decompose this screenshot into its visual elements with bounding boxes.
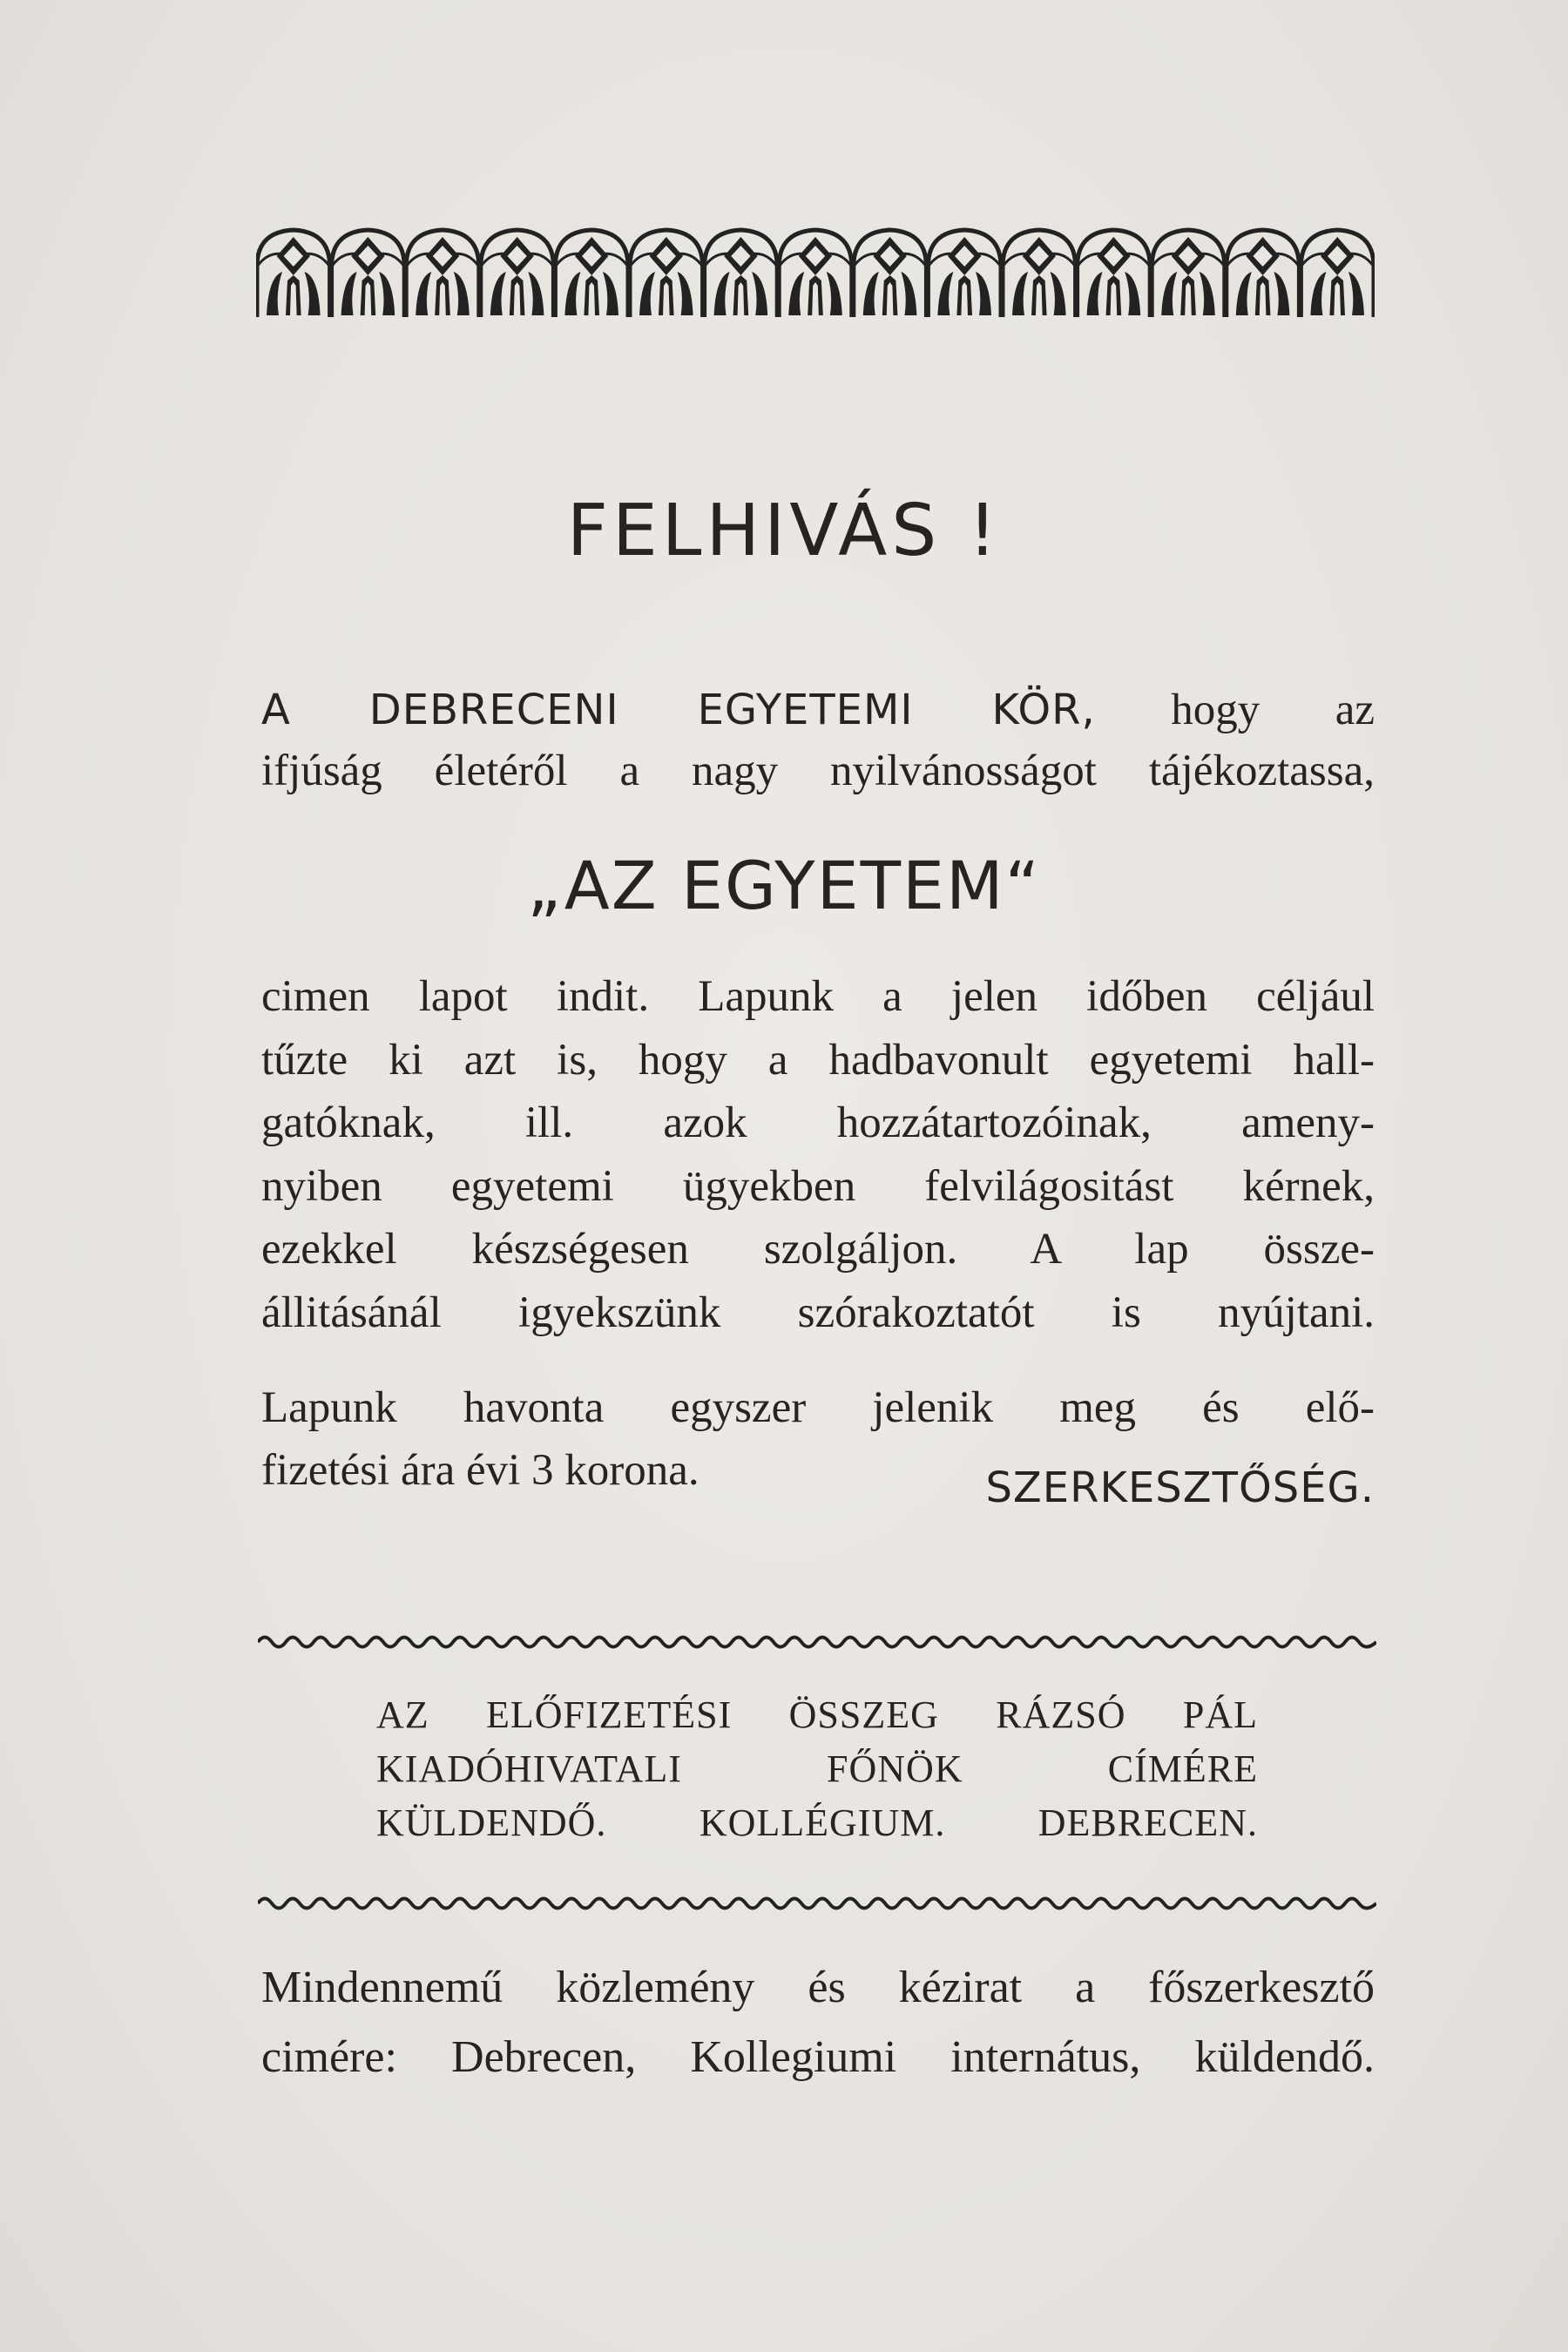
contact-line: cimére: Debrecen, Kollegiumi internátus, küldendő. [261, 2032, 1375, 2082]
description-paragraph [261, 965, 1375, 1344]
intro-line-1 [261, 679, 1375, 740]
notice-line: AZ ELŐFIZETÉSI ÖSSZEG RÁZSÓ PÁL [376, 1693, 1258, 1736]
description-line: cimen lapot indit. Lapunk a jelen időben céljául [261, 972, 1375, 1021]
wavy-divider [258, 1892, 1376, 1915]
organization-name: A DEBRECENI EGYETEMI KÖR, [261, 686, 1096, 734]
description-line: nyiben egyetemi ügyekben felvilágositást kérnek, [261, 1161, 1375, 1211]
notice-line: KIADÓHIVATALI FŐNÖK CÍMÉRE [376, 1747, 1258, 1790]
intro-line-1-rest: hogy az [1171, 686, 1375, 734]
intro-line-2: ifjúság életéről a nagy nyilvánosságot tájékoztassa, [261, 747, 1375, 795]
subscription-address-notice [376, 1688, 1258, 1850]
editorial-signature: SZERKESZTŐSÉG. [985, 1463, 1375, 1512]
subscription-line: fizetési ára évi 3 korona. [261, 1446, 700, 1495]
intro-paragraph [261, 679, 1375, 801]
contact-notice [261, 1953, 1375, 2092]
subscription-line: Lapunk havonta egyszer jelenik meg és elő- [261, 1383, 1375, 1432]
description-line: állitásánál igyekszünk szórakoztatót is nyújtani. [261, 1288, 1375, 1337]
description-line: ezekkel készségesen szolgáljon. A lap össze- [261, 1225, 1375, 1274]
contact-line: Mindennemű közlemény és kézirat a főszerkesztő [261, 1963, 1375, 2012]
art-nouveau-ornament-border [256, 225, 1375, 319]
page-title: FELHIVÁS ! [566, 490, 1002, 572]
notice-line: KÜLDENDŐ. KOLLÉGIUM. DEBRECEN. [376, 1801, 1258, 1844]
wavy-divider [258, 1631, 1376, 1653]
description-line: tűzte ki azt is, hogy a hadbavonult egyetemi hall- [261, 1035, 1375, 1085]
newspaper-title: „AZ EGYETEM“ [527, 847, 1041, 924]
description-line: gatóknak, ill. azok hozzátartozóinak, ameny- [261, 1098, 1375, 1147]
